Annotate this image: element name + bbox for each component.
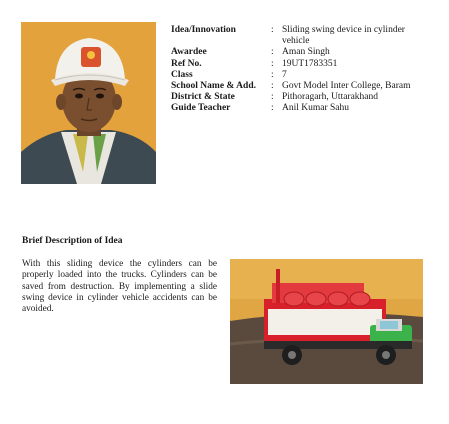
detail-row-guide [171,103,433,114]
detail-separator: : [271,69,274,80]
brief-description-text: With this sliding device the cylinders can be properly loaded into the trucks. Cylinders can be saved from destruction. By implementing a slide swing device in cylinder vehicle accidents can be avoided. [22,259,217,315]
detail-label: Awardee [171,47,207,58]
detail-separator: : [271,25,274,35]
detail-separator: : [271,103,274,114]
detail-separator: : [271,58,274,69]
detail-row-class [171,70,433,81]
student-portrait-image [21,22,156,184]
detail-label: Class [171,69,193,80]
detail-label: School Name & Add. [171,81,256,92]
detail-label: Guide Teacher [171,103,231,114]
awardee-details [171,25,433,115]
detail-row-district [171,92,433,103]
detail-separator: : [271,47,274,58]
detail-value: 19UT1783351 [282,58,338,69]
detail-value: Govt Model Inter College, Baram [282,81,411,92]
detail-label: District & State [171,92,235,103]
detail-separator: : [271,92,274,103]
detail-row-school [171,81,433,92]
toy-truck-icon [230,259,423,384]
detail-value: Pithoragarh, Uttarakhand [282,92,379,103]
detail-label: Ref No. [171,58,202,69]
detail-row-awardee [171,47,433,58]
brief-description-heading: Brief Description of Idea [22,236,123,246]
detail-label: Idea/Innovation [171,25,236,35]
detail-value: Aman Singh [282,47,330,58]
detail-row-ref [171,59,433,70]
toy-truck-image [230,259,423,384]
detail-separator: : [271,81,274,92]
detail-row-idea [171,25,433,47]
detail-value: 7 [282,69,287,80]
detail-value: Anil Kumar Sahu [282,103,350,114]
detail-value: Sliding swing device in cylinder vehicle [282,25,405,47]
student-portrait-icon [21,22,156,184]
